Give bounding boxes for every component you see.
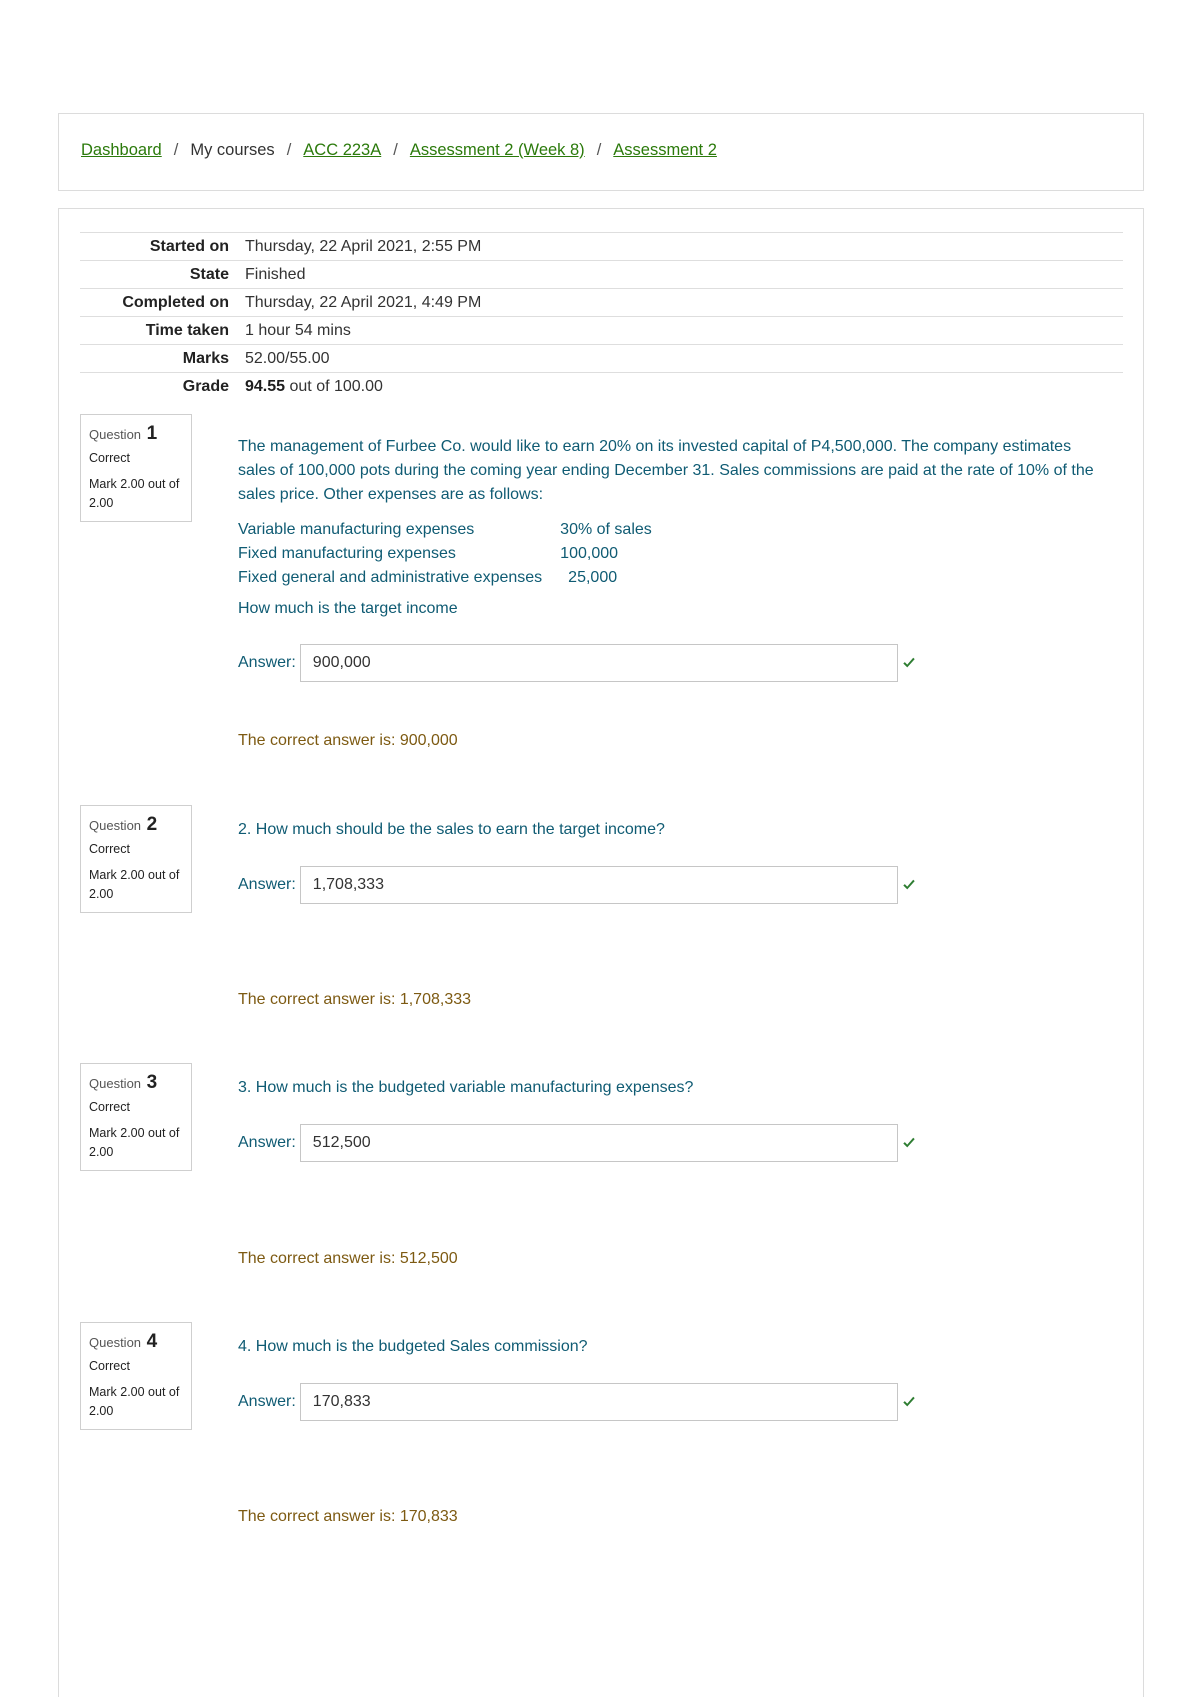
answer-row bbox=[238, 1383, 916, 1421]
question-number bbox=[89, 423, 183, 445]
started-on-value: Thursday, 22 April 2021, 2:55 PM bbox=[245, 237, 482, 255]
expense-label: Fixed general and administrative expenses bbox=[238, 569, 543, 586]
question-state: Correct bbox=[89, 1100, 130, 1114]
answer-label: Answer: bbox=[238, 654, 296, 671]
question-info-box bbox=[80, 414, 192, 522]
expenses-table bbox=[238, 518, 652, 590]
answer-label: Answer: bbox=[238, 1393, 296, 1410]
check-icon bbox=[902, 1395, 916, 1409]
breadcrumb-quiz-link[interactable]: Assessment 2 bbox=[613, 141, 717, 159]
question-number-value: 2 bbox=[146, 814, 158, 835]
question-number bbox=[89, 1331, 183, 1353]
question-number bbox=[89, 1072, 183, 1094]
question-text: 2. How much should be the sales to earn the target income? bbox=[238, 821, 665, 838]
summary-row bbox=[80, 233, 1123, 261]
question-info-box bbox=[80, 805, 192, 913]
answer-row bbox=[238, 866, 916, 904]
summary-row bbox=[80, 345, 1123, 373]
breadcrumb-dashboard-link[interactable]: Dashboard bbox=[81, 141, 162, 159]
answer-field[interactable]: 170,833 bbox=[300, 1383, 898, 1421]
question-number-value: 4 bbox=[146, 1331, 158, 1352]
question-info-box bbox=[80, 1063, 192, 1171]
summary-row bbox=[80, 373, 1123, 401]
breadcrumb-separator: / bbox=[596, 141, 602, 159]
question-prefix: Question bbox=[89, 427, 142, 442]
answer-row bbox=[238, 644, 916, 682]
started-on-label: Started on bbox=[149, 237, 229, 255]
question-text: 4. How much is the budgeted Sales commission? bbox=[238, 1338, 588, 1355]
expense-amount: 30% of sales bbox=[560, 521, 652, 538]
marks-label: Marks bbox=[182, 349, 229, 367]
question-prefix: Question bbox=[89, 818, 142, 833]
attempt-summary-table bbox=[80, 232, 1123, 400]
breadcrumb-separator: / bbox=[173, 141, 179, 159]
answer-field[interactable]: 900,000 bbox=[300, 644, 898, 682]
question-prefix: Question bbox=[89, 1076, 142, 1091]
answer-row bbox=[238, 1124, 916, 1162]
summary-row bbox=[80, 261, 1123, 289]
summary-row bbox=[80, 289, 1123, 317]
breadcrumb bbox=[81, 141, 717, 160]
grade-score: 94.55 bbox=[245, 377, 286, 395]
question-state: Correct bbox=[89, 842, 130, 856]
question-number-value: 1 bbox=[146, 423, 158, 444]
question-state: Correct bbox=[89, 1359, 130, 1373]
expense-label: Variable manufacturing expenses bbox=[238, 521, 475, 538]
question-mark: Mark 2.00 out of 2.00 bbox=[89, 1126, 180, 1159]
grade-out-of: out of 100.00 bbox=[289, 377, 383, 395]
breadcrumb-course-link[interactable]: ACC 223A bbox=[303, 141, 382, 159]
expense-label: Fixed manufacturing expenses bbox=[238, 545, 456, 562]
correct-answer-feedback: The correct answer is: 1,708,333 bbox=[238, 991, 472, 1008]
answer-label: Answer: bbox=[238, 1134, 296, 1151]
breadcrumb-section-link[interactable]: Assessment 2 (Week 8) bbox=[409, 141, 585, 159]
grade-value bbox=[237, 373, 1123, 401]
question-state: Correct bbox=[89, 451, 130, 465]
check-icon bbox=[902, 656, 916, 670]
question-text: The management of Furbee Co. would like to earn 20% on its invested capital of P4,500,000. The company estimates sales of 100,000 pots during the coming year ending December 31. Sales commissions are paid at the rate of 10% of the sales price. Other expenses are as follows: bbox=[238, 438, 1094, 503]
answer-field[interactable]: 512,500 bbox=[300, 1124, 898, 1162]
state-label: State bbox=[189, 265, 229, 283]
answer-label: Answer: bbox=[238, 876, 296, 893]
expense-amount: 100,000 bbox=[560, 545, 619, 562]
question-text: 3. How much is the budgeted variable manufacturing expenses? bbox=[238, 1079, 694, 1096]
time-taken-value: 1 hour 54 mins bbox=[245, 321, 351, 339]
question-mark: Mark 2.00 out of 2.00 bbox=[89, 477, 180, 510]
marks-value: 52.00/55.00 bbox=[245, 349, 330, 367]
expense-row bbox=[238, 542, 652, 566]
question-prompt: How much is the target income bbox=[238, 600, 458, 617]
expense-row bbox=[238, 518, 652, 542]
question-info-box bbox=[80, 1322, 192, 1430]
question-mark: Mark 2.00 out of 2.00 bbox=[89, 1385, 180, 1418]
breadcrumb-card bbox=[58, 113, 1144, 191]
question-mark: Mark 2.00 out of 2.00 bbox=[89, 868, 180, 901]
check-icon bbox=[902, 878, 916, 892]
completed-on-label: Completed on bbox=[122, 293, 229, 311]
breadcrumb-separator: / bbox=[393, 141, 398, 159]
completed-on-value: Thursday, 22 April 2021, 4:49 PM bbox=[245, 293, 482, 311]
summary-row bbox=[80, 317, 1123, 345]
question-prefix: Question bbox=[89, 1335, 142, 1350]
question-number-value: 3 bbox=[146, 1072, 158, 1093]
check-icon bbox=[902, 1136, 916, 1150]
breadcrumb-separator: / bbox=[286, 141, 292, 159]
expense-row bbox=[238, 566, 652, 590]
breadcrumb-my-courses: My courses bbox=[190, 141, 275, 159]
question-number bbox=[89, 814, 183, 836]
state-value: Finished bbox=[245, 265, 306, 283]
grade-label: Grade bbox=[182, 377, 229, 395]
expense-amount: 25,000 bbox=[568, 569, 618, 586]
time-taken-label: Time taken bbox=[145, 321, 229, 339]
correct-answer-feedback: The correct answer is: 170,833 bbox=[238, 1508, 458, 1525]
answer-field[interactable]: 1,708,333 bbox=[300, 866, 898, 904]
correct-answer-feedback: The correct answer is: 900,000 bbox=[238, 732, 458, 749]
quiz-review-card bbox=[58, 208, 1144, 1697]
correct-answer-feedback: The correct answer is: 512,500 bbox=[238, 1250, 458, 1267]
